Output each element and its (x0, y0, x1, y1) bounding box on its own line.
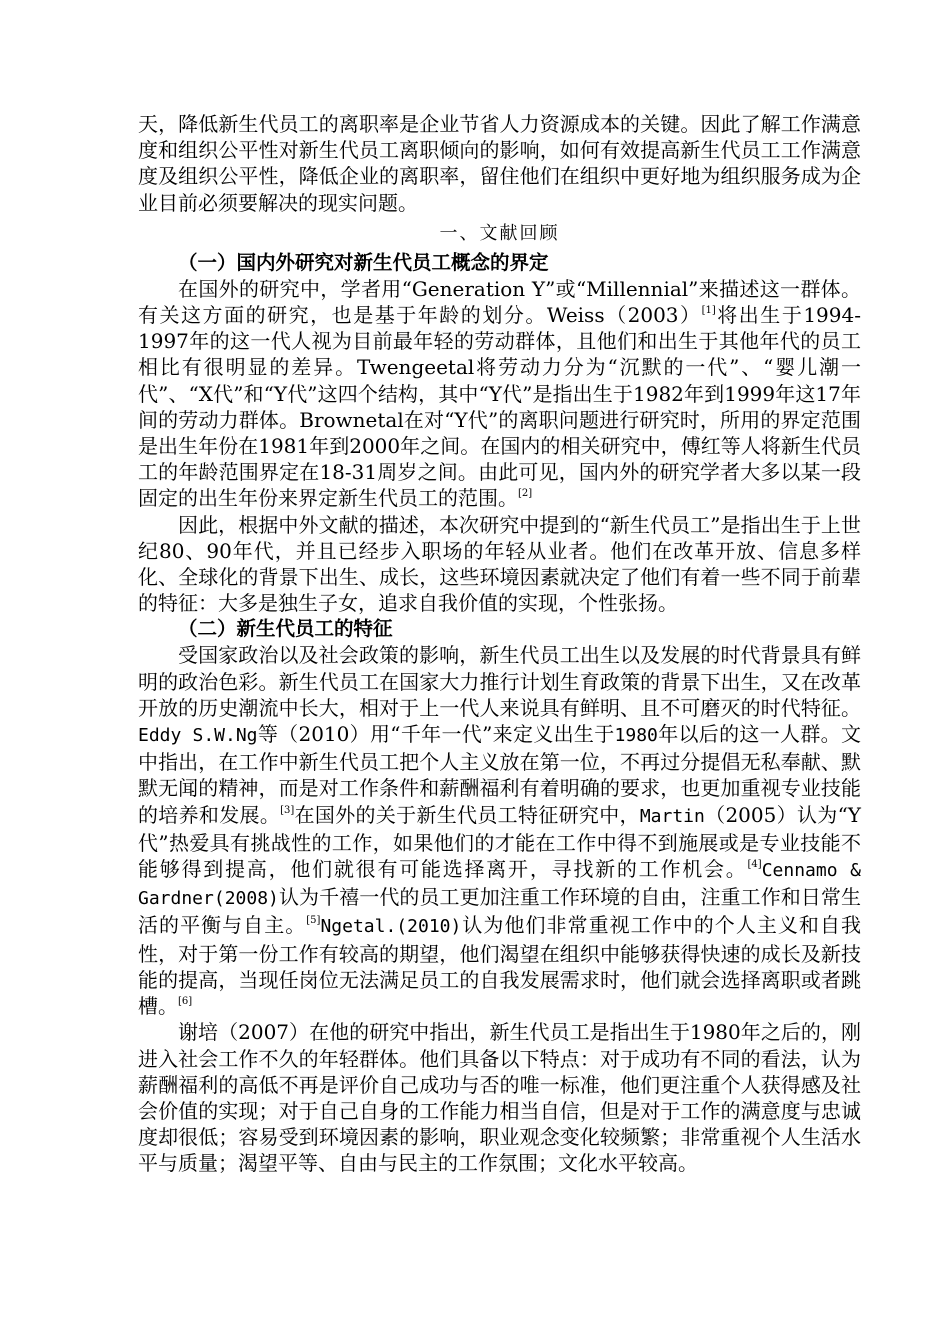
text-segment: 在国外的关于新生代员工特征研究中， (294, 802, 640, 827)
text-segment: 认为千禧一代的员工更加注重工作环境的自由，注重工作和日常生活的平衡与自主。 (138, 885, 861, 938)
paragraph-definition-summary: 因此，根据中外文献的描述，本次研究中提到的“新生代员工”是指出生于上世纪80、90年代，并且已经步入职场的年轻从业者。他们在改革开放、信息多样化、全球化的背景下出生、成长，这些环境因素就决定了他们有着一些不同于前辈的特征：大多是独生子女，追求自我价值的实现，个性张扬。 (138, 512, 861, 616)
author-name: Martin (639, 805, 705, 827)
citation-ref: [3] (280, 804, 295, 816)
section-title: 一、文献回顾 (439, 222, 560, 244)
author-name: Cennamo & Gardner(2008) (138, 860, 861, 910)
subheading-characteristics: （二）新生代员工的特征 (178, 617, 393, 641)
paragraph-intro-continued: 天，降低新生代员工的离职率是企业节省人力资源成本的关键。因此了解工作满意度和组织公平性对新生代员工离职倾向的影响，如何有效提高新生代员工工作满意度及组织公平性，降低企业的离职率，留住他们在组织中更好地为组织服务成为企业目前必须要解决的现实问题。 (138, 112, 861, 215)
author-name: Ngetal.(2010) (320, 916, 462, 938)
text-segment: （2005）认为“Y代”热爱具有挑战性的工作，如果他们的才能在工作中得不到施展或是专业技能不能够得到提高，他们就很有可能选择离开，寻找新的工作机会。 (138, 802, 862, 882)
year-text: 1980 (614, 725, 658, 747)
citation-ref: [2] (518, 488, 533, 500)
paragraph-characteristics (138, 642, 861, 1019)
citation-ref: [4] (747, 859, 762, 871)
text-segment: 年以后的这一人群。文中指出，在工作中新生代员工把个人主义放在第一位，不再过分提倡无私奉献、默默无闻的精神，而是对工作条件和薪酬福利有着明确的要求，也更加重视专业技能的培养和发展。 (138, 722, 861, 827)
citation-ref: [1] (701, 305, 716, 317)
document-page (138, 111, 861, 1177)
text-segment: 将出生于1994-1997年的这一代人视为目前最年轻的劳动群体，且他们和出生于其他年代的员工相比有很明显的差异。Twengeetal将劳动力分为“沉默的一代”、“婴儿潮一代”、“X代”和“Y代”这四个结构，其中“Y代”是指出生于1982年到1999年这17年间的劳动力群体。Brownetal在对“Y代”的离职问题进行研究时，所用的界定范围是出生年份在1981年到2000年之间。在国内的相关研究中，傅红等人将新生代员工的年龄范围界定在18-31周岁之间。由此可见，国内外的研究学者大多以某一段固定的出生年份来界定新生代员工的范围。 (138, 303, 861, 511)
subheading-concept-definition: （一）国内外研究对新生代员工概念的界定 (178, 250, 549, 274)
text-segment: 受国家政治以及社会政策的影响，新生代员工出生以及发展的时代背景具有鲜明的政治色彩。新生代员工在国家大力推行计划生育政策的背景下出生，又在改革开放的历史潮流中长大，相对于上一代人来说具有鲜明、且不可磨灭的时代特征。 (138, 643, 861, 720)
text-segment: 在国外的研究中，学者用“Generation Y”或“Millennial”来描述这一群体。有关这方面的研究，也是基于年龄的划分。Weiss（2003） (138, 276, 861, 328)
text-segment: 等（2010）用“千年一代”来定义出生于 (257, 722, 615, 747)
text-segment: 认为他们非常重视工作中的个人主义和自我性，对于第一份工作有较高的期望，他们渴望在组织中能够获得快速的成长及新技能的提高，当现任岗位无法满足员工的自我发展需求时，他们就会选择离职或者跳槽。 (138, 913, 862, 1019)
paragraph-concept-definition (138, 276, 861, 512)
author-name: Eddy S.W.Ng (138, 725, 258, 747)
citation-ref: [6] (178, 996, 193, 1008)
paragraph-xie-pei-study: 谢培（2007）在他的研究中指出，新生代员工是指出生于1980年之后的，刚进入社会工作不久的年轻群体。他们具备以下特点：对于成功有不同的看法，认为薪酬福利的高低不再是评价自己成功与否的唯一标准，他们更注重个人获得感及社会价值的实现；对于自己自身的工作能力相当自信，但是对于工作的满意度与忠诚度却很低；容易受到环境因素的影响，职业观念变化较频繁；非常重视个人生活水平与质量；渴望平等、自由与民主的工作氛围；文化水平较高。 (138, 1020, 861, 1176)
citation-ref: [5] (306, 915, 321, 927)
